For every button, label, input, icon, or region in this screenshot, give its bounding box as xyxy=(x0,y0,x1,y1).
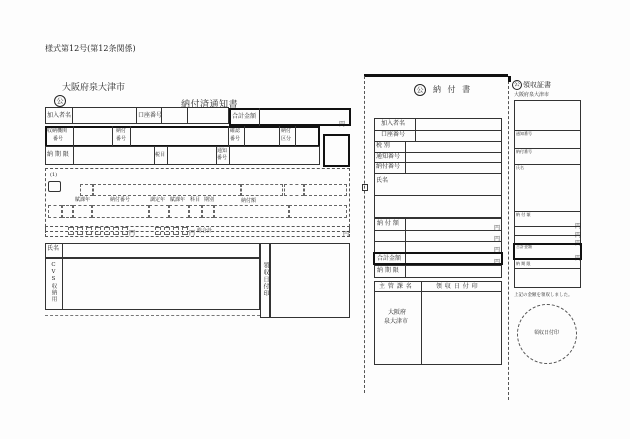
slip-right-perforation xyxy=(508,76,509,400)
due-row xyxy=(45,146,320,165)
slip-yen-2: 円 xyxy=(494,236,501,243)
slip-subscriber-label: 加入者名 xyxy=(381,120,406,127)
col-label-levy-year: 賦課年 xyxy=(170,197,186,203)
slip-left-perforation xyxy=(364,76,365,393)
category-label: 納付 xyxy=(281,128,292,134)
stamp-header: 領 収 日 付 印 xyxy=(436,283,479,290)
receipt-issuer: 大阪府泉大津市 xyxy=(514,92,550,98)
ko-mark-icon: 公 xyxy=(513,81,520,88)
slip-tax-label: 税 別 xyxy=(376,142,390,149)
receipt-amount-label: 納 付 額 xyxy=(516,212,531,217)
ocr-checkbox[interactable] xyxy=(48,181,61,192)
stamp-square xyxy=(323,134,350,167)
cut-line xyxy=(45,315,260,316)
due-label: 納 期 限 xyxy=(47,151,69,158)
slip-account-label: 口座番号 xyxy=(381,131,406,138)
receipt-title: 領収証書 xyxy=(523,81,551,89)
slip-marker xyxy=(362,184,368,191)
notice-no-label: 通知 xyxy=(217,148,228,154)
cvs-area xyxy=(45,258,260,310)
agency-label: 収納機関 xyxy=(47,128,68,134)
slip-yen-3: 円 xyxy=(494,247,501,254)
receipt-yen-3: 円 xyxy=(575,240,582,247)
payment-no-label: 納付 xyxy=(116,128,127,134)
slip-title: 納 付 書 xyxy=(433,85,473,94)
digit-yen-2: 円 xyxy=(189,230,196,237)
grand-total-label: 総合計 xyxy=(197,228,213,234)
notice-issuer: 大阪府泉大津市 xyxy=(62,83,126,93)
cvs-label: CVS収納用 xyxy=(50,262,57,303)
subscriber-label: 加入者名 xyxy=(47,112,72,119)
slip-payment-no-label: 納付番号 xyxy=(376,163,401,170)
receipt-notice-no-label: 通知番号 xyxy=(516,131,532,136)
slip-name-field xyxy=(374,173,502,218)
notice-title: 納付済通知書 xyxy=(181,100,239,110)
col-label-assess-year: 調定年 xyxy=(150,197,166,203)
tax-label: 税目 xyxy=(155,152,166,158)
receipt-name-label: 氏名 xyxy=(516,165,524,170)
ko-mark-icon: 公 xyxy=(54,95,66,107)
category-label-2: 区分 xyxy=(281,136,292,142)
account-value-field[interactable] xyxy=(187,107,229,124)
form-number: 様式第12号(第12条関係) xyxy=(45,44,136,53)
agency-label-2: 番号 xyxy=(53,136,64,142)
digit-yen-1: 円 xyxy=(129,230,136,237)
col-label-year: 賦課年 xyxy=(75,197,91,203)
total-yen: 円 xyxy=(339,121,346,128)
name-label: 氏名 xyxy=(47,245,60,252)
slip-name-label: 氏名 xyxy=(376,177,389,184)
account-label: 口座番号 xyxy=(138,112,163,119)
total-amount-label: 合計金額 xyxy=(232,113,257,120)
authority-header: 主 管 課 名 xyxy=(379,283,413,290)
slip-notice-no-label: 通知番号 xyxy=(376,153,401,160)
slip-amount-label: 納 付 額 xyxy=(377,220,399,227)
col-label-amount: 納付額 xyxy=(241,198,257,204)
slip-yen-1: 円 xyxy=(494,225,501,232)
col-label-period: 期別 xyxy=(204,197,215,203)
receipt-yen-2: 円 xyxy=(575,232,582,239)
grand-total-yen: 円 xyxy=(343,231,350,238)
name-row xyxy=(45,243,260,258)
receipt-due-label: 納 期 限 xyxy=(516,261,531,266)
slip-due-label: 納 期 限 xyxy=(377,267,399,274)
receipt-total-label: 合計金額 xyxy=(516,244,532,249)
confirm-label: 確認 xyxy=(230,128,241,134)
slip-top-bar xyxy=(364,74,508,77)
receipt-stamp-text: 領収日付印 xyxy=(534,330,560,336)
slip-yen-total: 円 xyxy=(494,259,501,266)
notice-no-label-2: 番号 xyxy=(217,155,228,161)
receipt-yen-total: 円 xyxy=(575,255,582,262)
authority-value-1: 大阪府 xyxy=(388,309,407,316)
ocr-mark: (1) xyxy=(50,172,58,178)
col-label-payment-no: 納付番号 xyxy=(110,197,131,203)
confirm-label-2: 番号 xyxy=(230,136,241,142)
col-label-item: 科目 xyxy=(190,197,201,203)
receipt-received-text: 上記の金額を領収しました。 xyxy=(514,293,573,298)
slip-total-label: 合計金額 xyxy=(377,255,402,262)
authority-value-2: 泉大津市 xyxy=(384,318,409,325)
ko-mark-icon: 公 xyxy=(414,84,426,96)
receipt-yen-1: 円 xyxy=(575,223,582,230)
receipt-payment-no-label: 納付番号 xyxy=(516,149,532,154)
receipt-stamp-area xyxy=(270,243,350,318)
payment-no-label-2: 番号 xyxy=(116,136,127,142)
receipt-stamp-label: 領収日付印 xyxy=(262,262,269,297)
